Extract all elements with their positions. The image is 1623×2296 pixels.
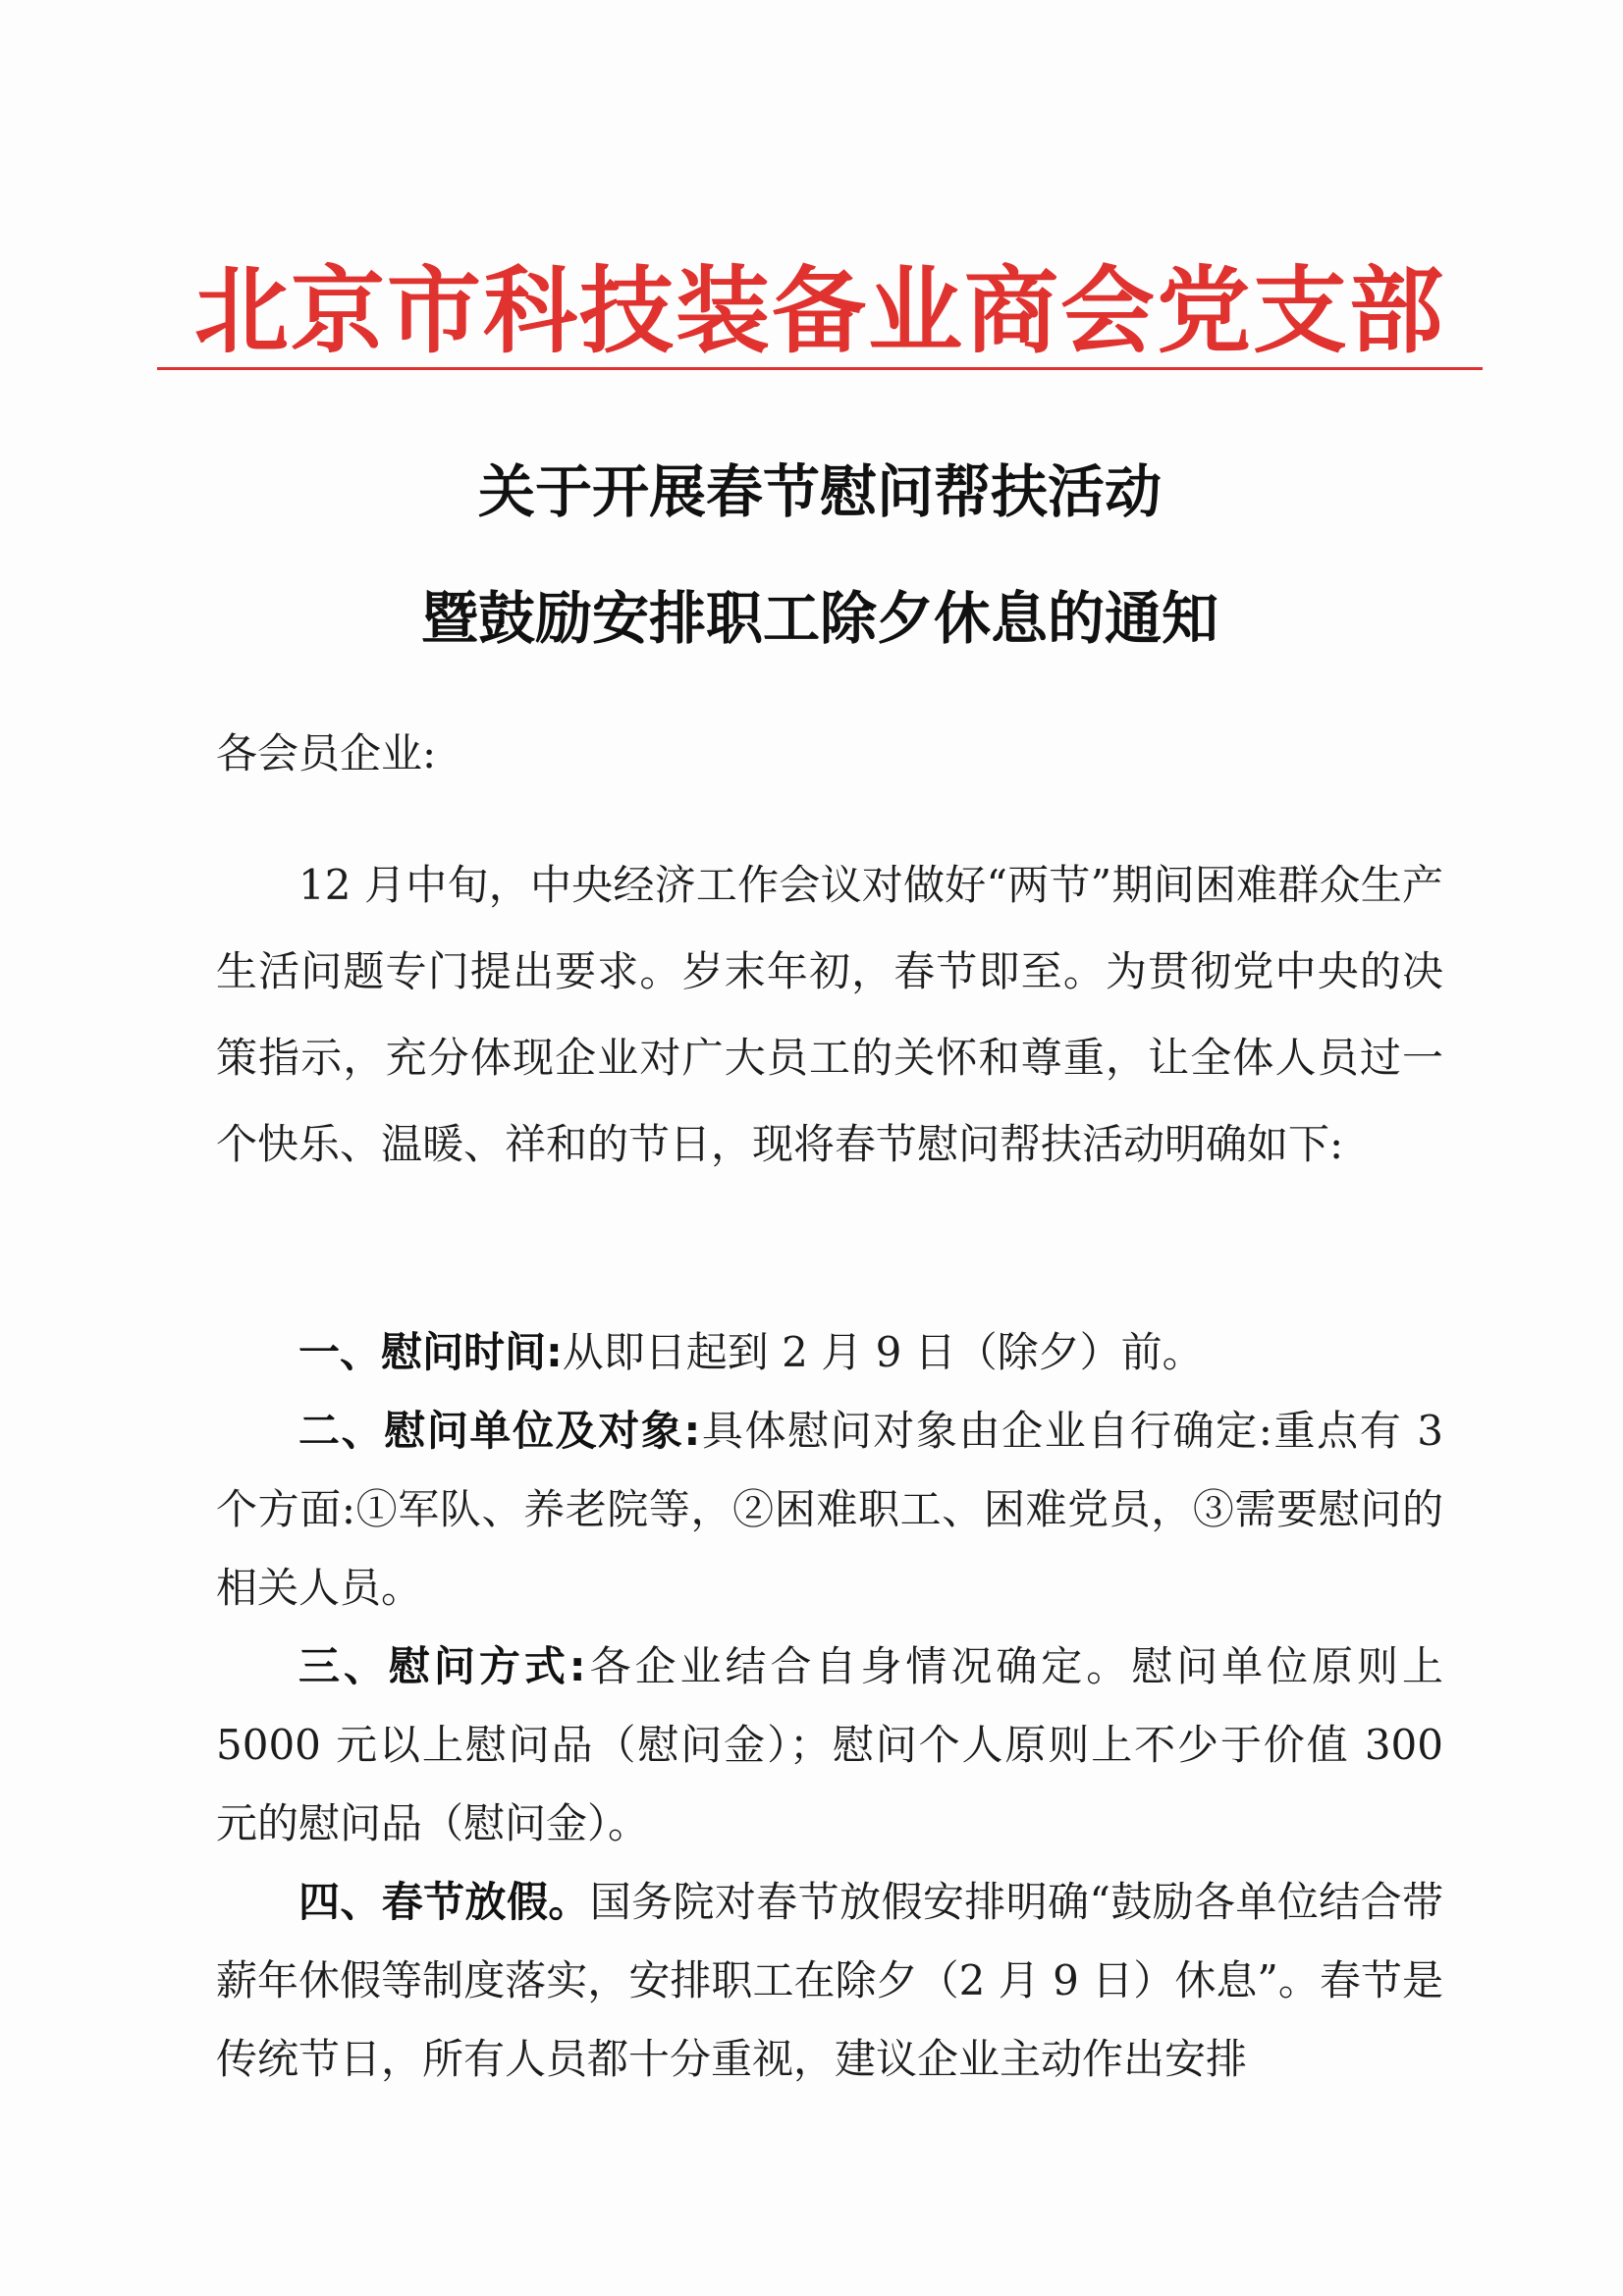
letterhead-org-name: 北京市科技装备业商会党支部 xyxy=(194,256,1445,366)
intro-paragraph: 12 月中旬，中央经济工作会议对做好“两节”期间困难群众生产生活问题专门提出要求。岁末年初，春节即至。为贯彻党中央的决策指示，充分体现企业对广大员工的关怀和尊重，让全体人员过一个快乐、温暖、祥和的节日，现将春节慰问帮扶活动明确如下: xyxy=(216,861,1443,1168)
notice-item-4-text: 国务院对春节放假安排明确“鼓励各单位结合带薪年休假等制度落实，安排职工在除夕（2 月 9 日）休息”。春节是传统节日，所有人员都十分重视，建议企业主动作出安排 xyxy=(216,1878,1443,2083)
document-title-line-2: 暨鼓励安排职工除夕休息的通知 xyxy=(420,585,1218,652)
notice-item-1 xyxy=(216,1313,1443,1392)
notice-item-2-text: 具体慰问对象由企业自行确定:重点有 3 个方面:①军队、养老院等，②困难职工、困难党员，③需要慰问的相关人员。 xyxy=(216,1407,1444,1612)
notice-item-3 xyxy=(216,1628,1443,1863)
notice-item-1-heading: 一、慰问时间: xyxy=(298,1328,563,1376)
notice-item-4 xyxy=(216,1863,1443,2099)
notice-item-3-text: 各企业结合自身情况确定。慰问单位原则上 5000 元以上慰问品（慰问金）；慰问个人原则上不少于价值 300 元的慰问品（慰问金）。 xyxy=(216,1642,1443,1847)
notice-item-2 xyxy=(216,1392,1443,1628)
notice-items xyxy=(216,1313,1443,2099)
notice-item-3-heading: 三、慰问方式: xyxy=(298,1642,586,1690)
notice-item-2-heading: 二、慰问单位及对象: xyxy=(298,1407,701,1455)
document-title-line-1: 关于开展春节慰问帮扶活动 xyxy=(477,458,1162,525)
letterhead-red-rule xyxy=(157,367,1483,370)
salutation: 各会员企业: xyxy=(216,729,437,777)
notice-item-4-heading: 四、春节放假。 xyxy=(298,1878,590,1926)
notice-item-1-text: 从即日起到 2 月 9 日（除夕）前。 xyxy=(562,1328,1204,1376)
